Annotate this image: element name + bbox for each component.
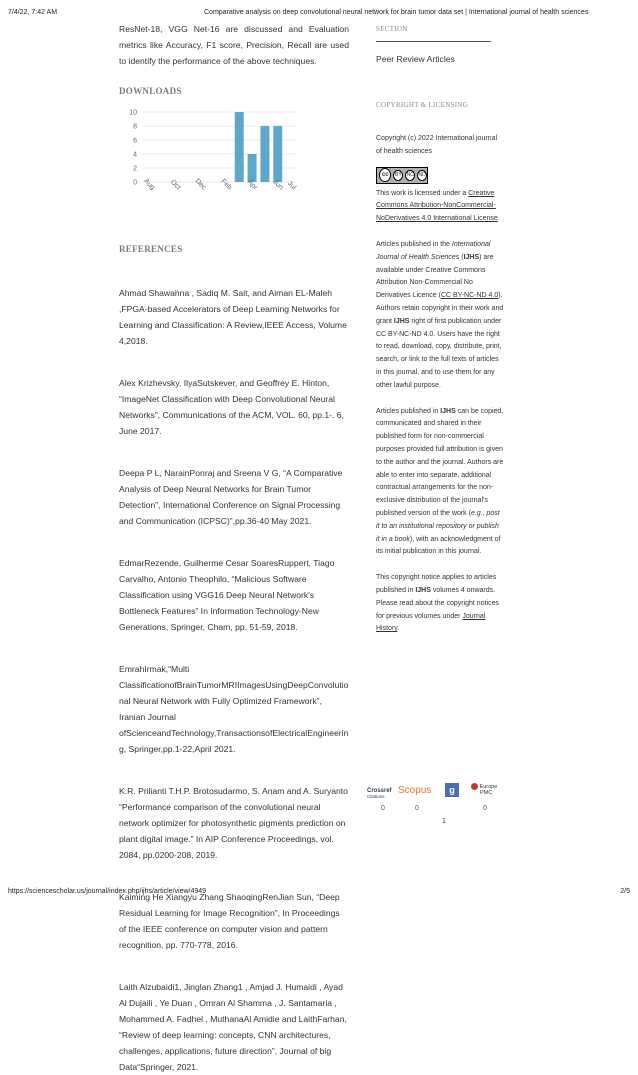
reference-item: Alex Krizhevsky, IlyaSutskever, and Geoffrey E. Hinton, “ImageNet Classification with Deep Convolutional Neural Networks”, Communications of the ACM, VOL. 60, pp.1-. 6, June 2017. bbox=[119, 378, 344, 436]
x-tick-label: Aug bbox=[142, 177, 156, 192]
downloads-bar bbox=[248, 154, 257, 182]
license-statement bbox=[376, 188, 504, 226]
y-tick-label: 4 bbox=[133, 151, 137, 159]
europe-count: 0 bbox=[483, 805, 487, 812]
reference-item: Deepa P L, NarainPonraj and Sreena V G, “A Comparative Analysis of Deep Neural Networks for Brain Tumor Detection”, International Conference on Signal Processing and Communication (ICPSC)”,pp.36-40 May 2021. bbox=[119, 468, 343, 526]
page-marker: 1 bbox=[442, 818, 446, 825]
license-paragraph-3 bbox=[376, 572, 504, 636]
p2-text-b: can be copied, communicated and shared in their published form for non-commercial purposes provided full attribution is given to the author and the journal. Authors are able to enter into separate, additional contractual arrangements for the non-exclusive distribution of the journal's published version of the work ( bbox=[376, 407, 504, 517]
europe-pmc-dot-icon bbox=[471, 783, 478, 790]
section-heading: SECTION bbox=[376, 25, 408, 33]
p2-abbr: IJHS bbox=[440, 407, 456, 415]
p2-emphasis: e.g., post it to an institutional repository or publish it in a book bbox=[376, 509, 500, 543]
x-tick-label: Apr bbox=[245, 178, 259, 192]
p3-text-a: This copyright notice applies to articles published in bbox=[376, 574, 497, 594]
y-tick-label: 2 bbox=[133, 165, 137, 173]
journal-history-link[interactable]: Journal History bbox=[376, 612, 486, 633]
europe-label-1: Europe bbox=[479, 783, 498, 790]
x-tick-label: Dec bbox=[193, 177, 208, 192]
y-tick-label: 8 bbox=[133, 123, 137, 131]
scopus-count: 0 bbox=[415, 805, 419, 812]
downloads-heading: DOWNLOADS bbox=[119, 86, 182, 96]
x-tick-label: Oct bbox=[168, 178, 182, 192]
downloads-chart-svg bbox=[119, 104, 349, 234]
print-page-number: 2/5 bbox=[620, 888, 630, 895]
reference-item: Kaiming He Xiangyu Zhang ShaoqingRenJian Sun, “Deep Residual Learning for Image Recognition”, In Proceedings of the IEEE conference on computer vision and pattern recognition, pp. 770-778, 2016. bbox=[119, 892, 340, 950]
license-end: . bbox=[497, 215, 500, 223]
p2-text-a: Articles published in bbox=[376, 407, 441, 415]
p1-abbr: IJHS bbox=[463, 253, 480, 261]
scopus-logo-icon[interactable]: Scopus bbox=[398, 785, 432, 796]
print-url: https://sciencescholar.us/journal/index.php/ijhs/article/view/4949 bbox=[8, 888, 207, 895]
p1-abbr-2: IJHS bbox=[393, 317, 410, 325]
x-tick-label: Jul bbox=[285, 180, 298, 192]
section-value: Peer Review Articles bbox=[376, 54, 455, 64]
p1-text-a: Articles published in the bbox=[376, 240, 452, 248]
copyright-heading: COPYRIGHT & LICENSING bbox=[376, 101, 469, 109]
p3-end: . bbox=[397, 625, 400, 633]
p1-text-c: ) are available under Creative Commons Attribution Non-Commercial No Derivatives Licence ( bbox=[376, 253, 494, 300]
downloads-chart bbox=[119, 104, 349, 234]
downloads-bar bbox=[260, 126, 269, 182]
reference-item: EmrahIrmak,“Multi ClassificationofBrainTumorMRIImagesUsingDeepConvolutional Neural Network with Fully Optimized Framework”, Iranian Journal ofScienceandTechnology,TransactionsofElectricalEngineering, Springer,pp.1-22,April 2021. bbox=[119, 664, 349, 754]
downloads-bar bbox=[235, 112, 244, 182]
print-datetime: 7/4/22, 7:42 AM bbox=[8, 9, 58, 16]
x-tick-label: Jun bbox=[271, 178, 285, 192]
print-page-title: Comparative analysis on deep convolutional neural network for brain tumor data set | International journal of health sciences bbox=[204, 9, 589, 16]
abstract-tail-text: ResNet-18, VGG Net-16 are discussed and Evaluation metrics like Accuracy, F1 score, Precision, Recall are used to identify the performance of the above techniques. bbox=[119, 24, 349, 66]
license-paragraph-1 bbox=[376, 239, 504, 393]
google-scholar-icon[interactable]: g bbox=[445, 783, 459, 797]
cc-icon: cc bbox=[379, 168, 391, 182]
main-column bbox=[119, 21, 349, 1075]
section-divider bbox=[376, 41, 491, 42]
references-heading: REFERENCES bbox=[119, 244, 183, 254]
license-paragraph-2 bbox=[376, 406, 504, 560]
crossref-label: Crossref bbox=[367, 788, 392, 794]
reference-item: Ahmad Shawahna , Sadiq M. Sait, and Aiman EL-Maleh ,FPGA-based Accelerators of Deep Learning Networks for Learning and Classification: A Review,IEEE Access, Volume 4,2018. bbox=[119, 288, 347, 346]
nc-icon: NC bbox=[405, 170, 415, 181]
copyright-text: Copyright (c) 2022 International journal of health sciences bbox=[376, 135, 498, 155]
p3-text-b: volumes 4 onwards. Please read about the copyright notices for previous volumes under bbox=[376, 586, 499, 620]
p3-abbr: IJHS bbox=[415, 586, 431, 594]
crossref-logo-icon[interactable] bbox=[367, 788, 392, 799]
sidebar bbox=[376, 25, 504, 636]
references-list bbox=[119, 285, 349, 1075]
y-tick-label: 6 bbox=[133, 137, 137, 145]
y-tick-label: 0 bbox=[133, 179, 137, 187]
by-icon: BY bbox=[393, 170, 403, 181]
reference-item: K.R. Prilianti T.H.P. Brotosudarmo, S. Anam and A. Suryanto “Performance comparison of the convolutional neural network optimizer for photosynthetic pigments prediction on plant digital image.” In AIP Conference Proceedings, vol. 2084, pp.0200-208, 2019. bbox=[119, 786, 348, 860]
europe-pmc-logo-icon[interactable] bbox=[471, 783, 497, 796]
crossref-sub: Citations bbox=[367, 794, 385, 799]
x-tick-label: Feb bbox=[219, 177, 233, 192]
reference-item: Laith Alzubaidi1, Jinglan Zhang1 , Amjad J. Humaidi , Ayad Al Dujaili , Ye Duan , Omran Al Shamma , J. Santamaria , Mohammed A. Fadhel , MuthanaAl Amidie and LaithFarhan, “Review of deep learning: concepts, CNN architectures, challenges, applications, future direction”, Journal of big Data“Springer, 2021. bbox=[119, 982, 347, 1072]
y-tick-label: 10 bbox=[129, 109, 137, 117]
cc-by-nc-nd-badge-icon[interactable] bbox=[376, 167, 428, 184]
p1-text-e: right of first publication under CC BY-NC-ND 4.0. Users have the right to read, download, copy, distribute, print, search, or link to the full texts of articles in this journal, and to use them for any other lawful purpose. bbox=[376, 317, 502, 389]
p2-text-c: ), with an acknowledgment of its initial publication in this journal. bbox=[376, 535, 501, 556]
p1-text-d: ). Authors retain copyright in their work and grant bbox=[376, 292, 504, 325]
license-link[interactable]: Creative Commons Attribution-NonCommercial-NoDerivatives 4.0 International License bbox=[376, 189, 498, 223]
downloads-bar bbox=[273, 126, 282, 182]
license-intro: This work is licensed under a bbox=[376, 189, 469, 197]
p1-journal: International Journal of Health Sciences bbox=[376, 240, 491, 261]
p1-text-b: ( bbox=[459, 253, 464, 261]
nd-icon: ND bbox=[417, 170, 427, 181]
crossref-count: 0 bbox=[381, 805, 385, 812]
europe-label-2: PMC bbox=[480, 790, 493, 796]
cc-license-link[interactable]: CC BY-NC-ND 4.0 bbox=[440, 292, 499, 300]
reference-item: EdmarRezende, Guilherme Cesar SoaresRuppert, Tiago Carvalho, Antonio Theophilo, “Malicious Software Classification using VGG16 Deep Neural Network's Bottleneck Features” In Information Technology-New Generations, Springer, Cham, pp. 51-59, 2018. bbox=[119, 558, 335, 632]
